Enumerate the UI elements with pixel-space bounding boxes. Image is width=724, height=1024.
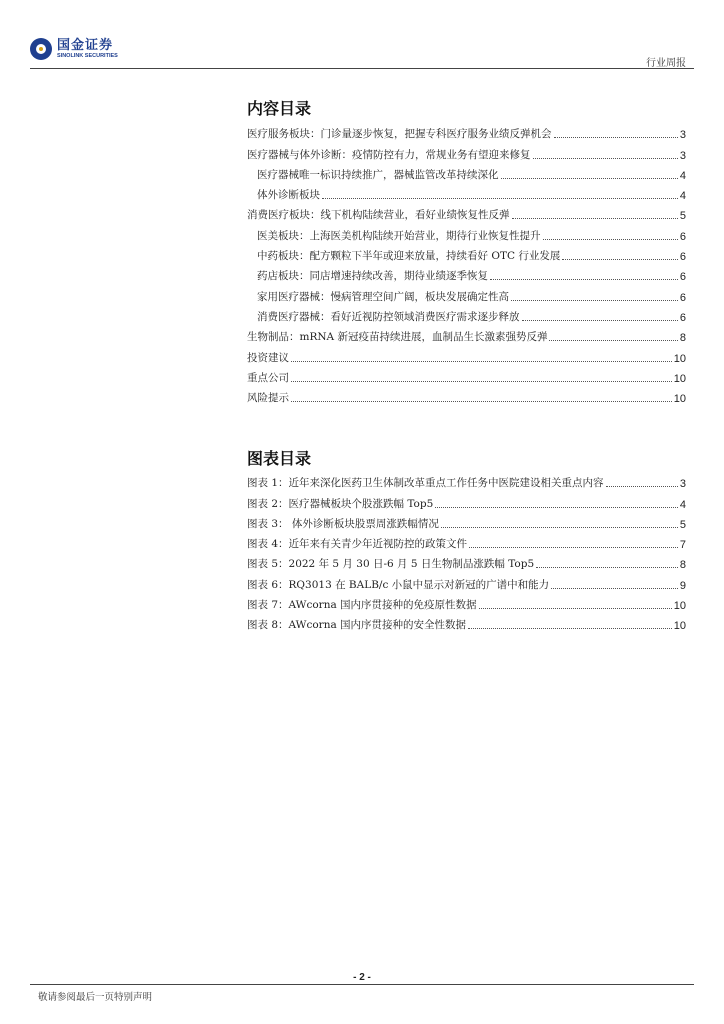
entry-title: 体外诊断板块 (257, 189, 320, 202)
dot-leader (469, 547, 678, 548)
toc-entry[interactable] (247, 263, 686, 283)
dot-leader (606, 486, 678, 487)
page-number: - 2 - (353, 972, 371, 983)
toc-title: 内容目录 (247, 99, 312, 118)
entry-title: 风险提示 (247, 392, 289, 405)
entry-page-number: 4 (679, 190, 686, 203)
entry-page-number: 10 (673, 372, 686, 385)
toc-entry[interactable] (247, 202, 686, 222)
dot-leader (533, 158, 678, 159)
dot-leader (291, 401, 672, 402)
toc-entry[interactable] (247, 324, 686, 344)
entry-title: 图表 6：RQ3013 在 BALB/c 小鼠中显示对新冠的广谱中和能力 (247, 578, 550, 591)
toc-entry[interactable] (247, 141, 686, 161)
entry-title: 医美板块：上海医美机构陆续开始营业，期待行业恢复性提升 (257, 229, 541, 242)
entry-page-number: 6 (679, 271, 686, 284)
entry-title: 医疗器械与体外诊断：疫情防控有力，常规业务有望迎来修复 (247, 148, 531, 161)
entry-title: 药店板块：同店增速持续改善，期待业绩逐季恢复 (257, 270, 488, 283)
entry-title: 消费医疗板块：线下机构陆续营业，看好业绩恢复性反弹 (247, 209, 510, 222)
toc-entry[interactable] (247, 162, 686, 182)
entry-title: 消费医疗器械：看好近视防控领域消费医疗需求逐步释放 (257, 310, 520, 323)
entry-title: 家用医疗器械：慢病管理空间广阔，板块发展确定性高 (257, 290, 509, 303)
entry-title: 医疗器械唯一标识持续推广，器械监管改革持续深化 (257, 168, 499, 181)
toc-entry[interactable] (247, 222, 686, 242)
entry-page-number: 6 (679, 311, 686, 324)
footer-divider (30, 984, 694, 985)
footer-disclaimer: 敬请参阅最后一页特别声明 (38, 992, 153, 1003)
dot-leader (536, 567, 678, 568)
toc-list (247, 121, 686, 405)
figure-entry[interactable] (247, 470, 686, 490)
entry-page-number: 5 (679, 210, 686, 223)
entry-title: 投资建议 (247, 351, 289, 364)
entry-page-number: 5 (679, 518, 686, 531)
entry-title: 重点公司 (247, 371, 289, 384)
header-divider (30, 68, 694, 69)
dot-leader (501, 178, 678, 179)
dot-leader (322, 198, 678, 199)
figure-entry[interactable] (247, 612, 686, 632)
logo-icon (30, 38, 52, 60)
entry-page-number: 10 (673, 393, 686, 406)
toc-entry[interactable] (247, 365, 686, 385)
logo-cn-text: 国金证券 (57, 37, 114, 53)
entry-title: 图表 4：近年来有关青少年近视防控的政策文件 (247, 538, 468, 551)
company-logo (30, 38, 118, 60)
dot-leader (554, 137, 678, 138)
entry-page-number: 6 (679, 251, 686, 264)
entry-title: 生物制品：mRNA 新冠疫苗持续进展，血制品生长激素强势反弹 (247, 331, 548, 344)
figure-entry[interactable] (247, 511, 686, 531)
entry-page-number: 4 (679, 498, 686, 511)
figure-entry[interactable] (247, 490, 686, 510)
entry-page-number: 8 (679, 332, 686, 345)
dot-leader (490, 279, 678, 280)
entry-page-number: 10 (673, 600, 686, 613)
entry-title: 图表 3： 体外诊断板块股票周涨跌幅情况 (247, 517, 439, 530)
toc-entry[interactable] (247, 243, 686, 263)
dot-leader (291, 381, 672, 382)
page-header (30, 38, 686, 68)
entry-page-number: 3 (679, 149, 686, 162)
dot-leader (522, 320, 678, 321)
entry-page-number: 9 (679, 579, 686, 592)
entry-title: 图表 2：医疗器械板块个股涨跌幅 Top5 (247, 497, 434, 510)
entry-title: 图表 8：AWcorna 国内序贯接种的安全性数据 (247, 619, 467, 632)
dot-leader (511, 300, 678, 301)
entry-page-number: 10 (673, 352, 686, 365)
entry-title: 图表 5：2022 年 5 月 30 日-6 月 5 日生物制品涨跌幅 Top5 (247, 558, 535, 571)
logo-en-text: SINOLINK SECURITIES (57, 52, 118, 59)
entry-page-number: 6 (679, 291, 686, 304)
toc-entry[interactable] (247, 121, 686, 141)
figure-entry[interactable] (247, 531, 686, 551)
figure-entry[interactable] (247, 551, 686, 571)
dot-leader (479, 608, 672, 609)
dot-leader (543, 239, 678, 240)
entry-page-number: 3 (679, 129, 686, 142)
dot-leader (551, 588, 678, 589)
figures-list (247, 470, 686, 632)
toc-entry[interactable] (247, 344, 686, 364)
entry-page-number: 3 (679, 478, 686, 491)
entry-page-number: 6 (679, 230, 686, 243)
dot-leader (512, 218, 678, 219)
toc-entry[interactable] (247, 304, 686, 324)
toc-entry[interactable] (247, 182, 686, 202)
toc-entry[interactable] (247, 385, 686, 405)
dot-leader (468, 628, 672, 629)
toc-entry[interactable] (247, 283, 686, 303)
report-type: 行业周报 (646, 58, 686, 69)
dot-leader (562, 259, 678, 260)
entry-page-number: 7 (679, 539, 686, 552)
entry-title: 图表 7：AWcorna 国内序贯接种的免疫原性数据 (247, 599, 477, 612)
dot-leader (435, 507, 678, 508)
entry-title: 医疗服务板块：门诊量逐步恢复，把握专科医疗服务业绩反弹机会 (247, 128, 552, 141)
entry-page-number: 8 (679, 559, 686, 572)
entry-page-number: 4 (679, 169, 686, 182)
dot-leader (549, 340, 677, 341)
figure-entry[interactable] (247, 571, 686, 591)
figure-entry[interactable] (247, 592, 686, 612)
dot-leader (291, 361, 672, 362)
entry-title: 中药板块：配方颗粒下半年或迎来放量，持续看好 OTC 行业发展 (257, 250, 561, 263)
entry-title: 图表 1：近年来深化医药卫生体制改革重点工作任务中医院建设相关重点内容 (247, 477, 604, 490)
figures-title: 图表目录 (247, 449, 312, 468)
entry-page-number: 10 (673, 620, 686, 633)
dot-leader (441, 527, 678, 528)
